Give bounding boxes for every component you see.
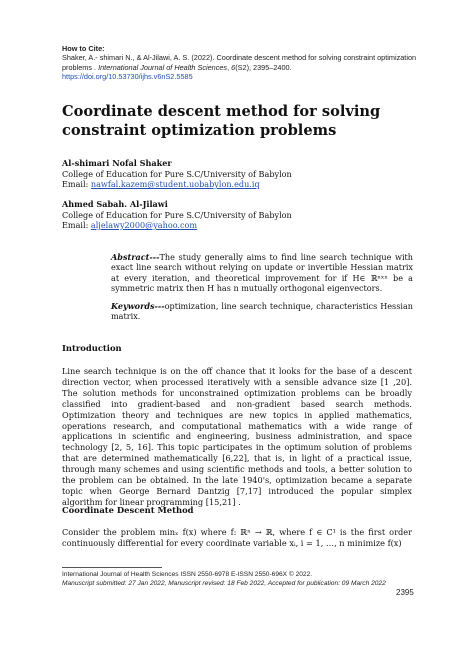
author-affiliation: College of Education for Pure S.C/University of Babylon bbox=[62, 209, 292, 220]
introduction-paragraph: Line search technique is on the off chance that it looks for the base of a descent direction vector, when processed iteratively with a sensible advance size [1 ,20]. The solution methods for unconstrained optimization problems can be broadly classified into gradient-based and non-gradient based search methods. Optimization theory and techniques are new topics in applied mathematics, operations research, and computational mathematics with a wide range of applications in scientific and engineering, business administration, and space technology [2, 5, 16]. This topic participates in the optimum solution of problems that are determined mathematically [6,22], that is, in light of a practical issue, through many schemes and using scientific methods and tools, a better solution to the problem can be obtained. In the late 1940's, optimization became a separate topic when George Bernard Dantzig [7,17] introduced the popular simplex algorithm for linear programming [15,21] . bbox=[62, 366, 412, 507]
author-email-link[interactable]: aljelawy2000@yahoo.com bbox=[90, 220, 198, 230]
footer bbox=[62, 571, 422, 588]
keywords-text: optimization, line search technique, characteristics Hessian matrix. bbox=[111, 301, 413, 322]
citation-label: How to Cite: bbox=[62, 44, 105, 53]
author-email-link[interactable]: nawfal.kazem@student.uobabylon.edu.iq bbox=[90, 179, 260, 189]
paper-title: Coordinate descent method for solving constraint optimization problems bbox=[62, 103, 381, 139]
author-affiliation: College of Education for Pure S.C/University of Babylon bbox=[62, 168, 292, 179]
author-name: Al-shimari Nofal Shaker bbox=[62, 158, 172, 168]
author-block bbox=[62, 199, 422, 231]
citation-issue-pages: (S2), 2395–2400. bbox=[235, 62, 292, 72]
introduction-body bbox=[62, 366, 412, 508]
email-label: Email: bbox=[62, 220, 91, 230]
cdm-body bbox=[62, 527, 412, 549]
abstract-text: The study generally aims to find line search technique with exact line search without relying on update or invertible Hessian matrix at every iteration, and theoretical improvement for if H∈ ℝⁿˣⁿ be a symmetric matrix then H has n mutually orthogonal eigenvectors. bbox=[111, 252, 413, 294]
keywords bbox=[111, 301, 413, 322]
citation-volume: 6 bbox=[231, 62, 236, 72]
citation-block bbox=[62, 44, 422, 82]
abstract bbox=[111, 252, 413, 294]
email-label: Email: bbox=[62, 179, 91, 189]
footer-rule bbox=[62, 567, 162, 568]
footer-journal-line: International Journal of Health Sciences ISSN 2550-6978 E-ISSN 2550-696X © 2022. bbox=[62, 571, 313, 578]
citation-doi-link[interactable]: https://doi.org/10.53730/ijhs.v6nS2.5585 bbox=[62, 72, 193, 82]
citation-separator: , bbox=[227, 62, 232, 72]
footer-dates-line: Manuscript submitted: 27 Jan 2022, Manuscript revised: 18 Feb 2022, Accepted for publication: 09 March 2022 bbox=[62, 579, 386, 587]
cdm-heading: Coordinate Descent Method bbox=[62, 505, 194, 515]
author-block bbox=[62, 158, 422, 190]
author-name: Ahmed Sabah. Al-Jilawi bbox=[62, 199, 168, 209]
keywords-label: Keywords--- bbox=[111, 301, 165, 311]
citation-journal: International Journal of Health Sciences bbox=[98, 62, 228, 72]
cdm-paragraph: Consider the problem minₓ f(x) where f: ℝⁿ → ℝ, where f ∈ C¹ is the first order continuously differential for every coordinate variable xᵢ, i = 1, …, n minimize f(x) bbox=[62, 527, 412, 548]
page-number: 2395 bbox=[396, 588, 414, 597]
abstract-label: Abstract--- bbox=[111, 252, 160, 262]
citation-text: Shaker, A.- shimari N., & Al-Jilawi, A. S. (2022). Coordinate descent method for solving constraint optimization problems . bbox=[62, 53, 417, 72]
introduction-heading: Introduction bbox=[62, 343, 122, 353]
